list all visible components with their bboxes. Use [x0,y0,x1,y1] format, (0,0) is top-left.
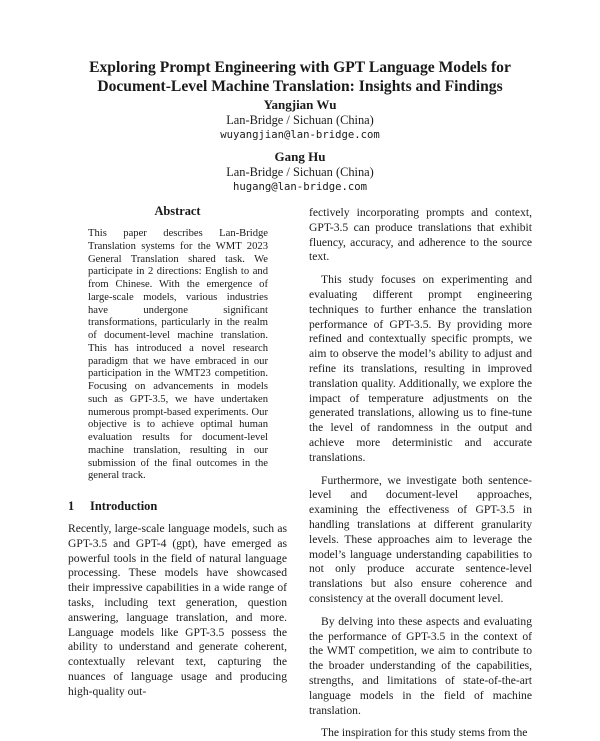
abstract-text: This paper describes Lan-Bridge Translation systems for the WMT 2023 General Translation shared task. We participate in 2 directions: English to and from Chinese. With the emergence of large-scale models, various industries have undergone significant transformations, particularly in the realm of document-level machine translation. This has introduced a novel research paradigm that we have embraced in our participation in the WMT23 competition. Focusing on advancements in models such as GPT-3.5, we have undertaken numerous prompt-based experiments. Our objective is to achieve optimal human evaluation results for document-level machine translation, resulting in our submission of the final outcomes in the general track. [88,228,268,482]
author-name: Yangjian Wu [263,97,337,112]
section-number: 1 [68,499,75,513]
author-email: wuyangjian@lan-bridge.com [220,129,380,141]
body-paragraph: This study focuses on experimenting and evaluating different prompt engineering techniques to further enhance the translation performance of GPT-3.5. By providing more refined and contextually specific prompts, we aim to observe the model’s ability to adjust and refine its translations, resulting in improved translation quality. Additionally, we explore the impact of temperature adjustments on the generated translations, allowing us to fine-tune the level of randomness in the output and achieve more deterministic and accurate translations. [309,273,532,464]
body-paragraph: fectively incorporating prompts and context, GPT-3.5 can produce translations that exhibit fluency, accuracy, and adherence to the source text. [309,206,532,264]
author-email: hugang@lan-bridge.com [233,181,367,193]
right-column [309,206,532,741]
author-block [100,149,500,195]
paper-title: Exploring Prompt Engineering with GPT Language Models for Document-Level Machine Translation: Insights and Findings [89,59,511,95]
left-column [68,204,287,700]
author-affiliation: Lan-Bridge / Sichuan (China) [226,165,374,179]
body-paragraph: By delving into these aspects and evaluating the performance of GPT-3.5 in the context of the WMT competition, we aim to contribute to the broader understanding of the capabilities, strengths, and limitations of state-of-the-art language models in the field of machine translation. [309,614,532,717]
section-title: Introduction [90,499,158,513]
author-affiliation: Lan-Bridge / Sichuan (China) [226,113,374,127]
section-heading-introduction [68,499,287,514]
author-name: Gang Hu [274,149,326,164]
body-paragraph: Furthermore, we investigate both sentence-level and document-level approaches, examining the effectiveness of GPT-3.5 in handling translations at different granularity levels. These approaches aim to leverage the model’s language understanding capabilities to not only produce accurate sentence-level translations but also ensure coherence and consistency at the overall document level. [309,473,532,605]
body-paragraph: The inspiration for this study stems from the [321,726,528,740]
body-paragraph: Recently, large-scale language models, such as GPT-3.5 and GPT-4 (gpt), have emerged as powerful tools in the field of natural language processing. These models have showcased their impressive capabilities in a wide range of tasks, including text generation, question answering, language translation, and more. Language models like GPT-3.5 possess the ability to understand and generate coherent, contextually relevant text, capturing the nuances of language usage and producing high-quality out- [68,522,287,698]
abstract-heading: Abstract [154,204,201,218]
author-block [100,97,500,143]
